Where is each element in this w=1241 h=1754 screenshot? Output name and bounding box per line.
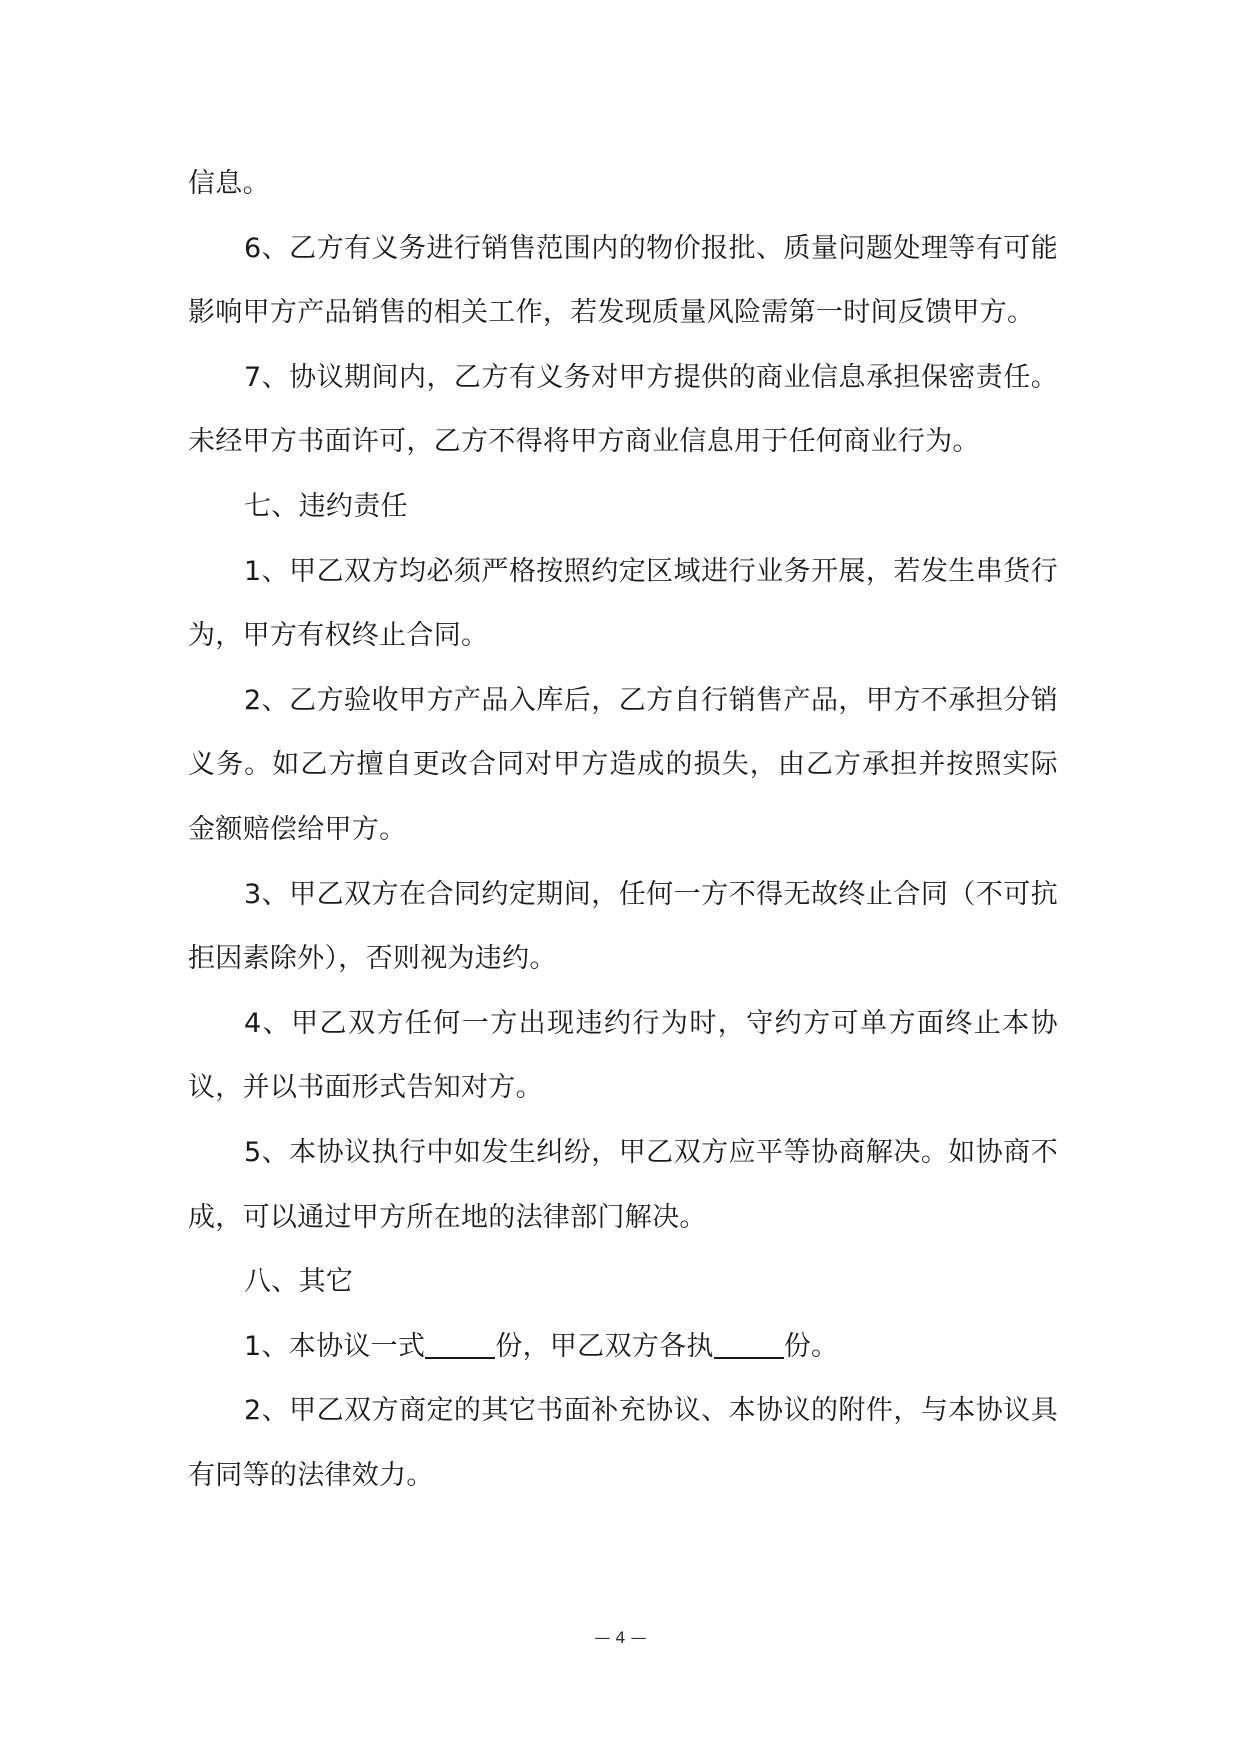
paragraph-breach-5: 5、本协议执行中如发生纠纷，甲乙双方应平等协商解决。如协商不成，可以通过甲方所在地的法律部门解决。 [188,1136,1058,1233]
paragraph-copies-clause [188,1315,1058,1380]
copies-clause-text-3: 份。 [783,1330,839,1362]
document-body [188,152,1058,1508]
paragraph-other-2: 2、甲乙双方商定的其它书面补充协议、本协议的附件，与本协议具有同等的法律效力。 [188,1395,1058,1491]
paragraph-continuation: 信息。 [188,168,270,199]
paragraph-breach-2: 2、乙方验收甲方产品入库后，乙方自行销售产品，甲方不承担分销义务。如乙方擅自更改合同对甲方造成的损失，由乙方承担并按照实际金额赔偿给甲方。 [188,684,1058,845]
copies-clause-text-2: 份，甲乙双方各执 [495,1330,714,1362]
section-heading-breach-liability: 七、违约责任 [244,490,408,522]
page-number: — 4 — [594,1628,647,1647]
paragraph-clause-6: 6、乙方有义务进行销售范围内的物价报批、质量问题处理等有可能影响甲方产品销售的相关工作，若发现质量风险需第一时间反馈甲方。 [188,232,1058,329]
section-heading-other: 八、其它 [244,1266,354,1298]
copies-clause-text-1: 1、本协议一式 [244,1330,426,1362]
blank-copies-each[interactable] [714,1330,784,1359]
paragraph-breach-1: 1、甲乙双方均必须严格按照约定区域进行业务开展，若发生串货行为，甲方有权终止合同。 [188,555,1058,652]
paragraph-clause-7: 7、协议期间内，乙方有义务对甲方提供的商业信息承担保密责任。未经甲方书面许可，乙方不得将甲方商业信息用于任何商业行为。 [188,361,1058,458]
blank-copies-total[interactable] [425,1330,495,1359]
paragraph-breach-4: 4、甲乙双方任何一方出现违约行为时，守约方可单方面终止本协议，并以书面形式告知对方。 [188,1007,1058,1104]
paragraph-breach-3: 3、甲乙双方在合同约定期间，任何一方不得无故终止合同（不可抗拒因素除外），否则视为违约。 [188,878,1058,975]
